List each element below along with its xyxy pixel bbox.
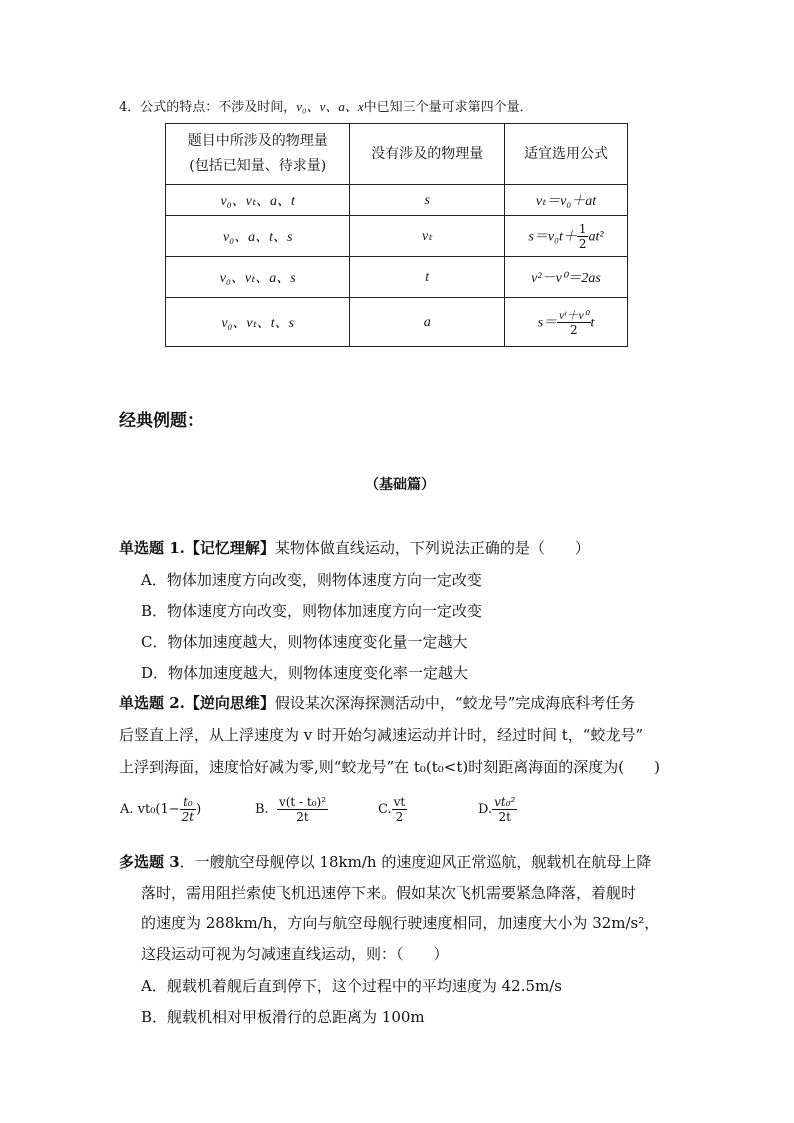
table-row: [166, 298, 628, 347]
question-3-line-2: 落时，需用阻拦索使飞机迅速停下来。假如某次飞机需要紧急降落，着舰时: [141, 884, 637, 902]
question-1-text: 某物体做直线运动，下列说法正确的是（ ）: [274, 539, 590, 557]
intro-vars: v₀、v、a、x: [296, 99, 364, 114]
question-2-label: 【逆向思维】: [184, 694, 275, 712]
question-3-line-3: 的速度为 288km/h，方向与航空母舰行驶速度相同，加速度大小为 32m/s²，: [141, 914, 660, 932]
table-row: [166, 216, 628, 257]
table-row: [166, 257, 628, 298]
question-1-option-b[interactable]: B．物体速度方向改变，则物体加速度方向一定改变: [141, 602, 483, 620]
cell-formula: s＝ $\frac{\text{vᵗ＋v⁰}}{2}$ t: [505, 298, 628, 347]
cell-missing: a: [350, 298, 505, 347]
subsection-title: （基础篇）: [365, 477, 435, 493]
cell-formula: v²－v⁰＝2as: [505, 257, 628, 298]
question-3-tag: 多选题 3: [119, 853, 180, 871]
question-3-option-b[interactable]: B．舰载机相对甲板滑行的总距离为 100m: [141, 1008, 425, 1026]
question-2-choice-a[interactable]: A. vt₀(1− $\frac{\text{t₀}}{2t}$ ): [120, 795, 202, 824]
question-1-label: 【记忆理解】: [184, 539, 275, 557]
question-3-line-4: 这段运动可视为匀减速直线运动，则：（ ）: [141, 945, 449, 963]
intro-prefix: 4．公式的特点：不涉及时间，: [119, 100, 297, 115]
question-2-line-2: 后竖直上浮，从上浮速度为 v 时开始匀减速运动并计时，经过时间 t，“蛟龙号”: [119, 726, 644, 744]
question-1-tag: 单选题 1.: [119, 539, 185, 557]
fraction: $\frac{\text{vᵗ＋v⁰}}{2}$: [559, 307, 589, 337]
cell-involved: v₀、vₜ、t、s: [166, 298, 350, 347]
cell-involved: v₀、vₜ、a、s: [166, 257, 350, 298]
header-involved: [166, 124, 350, 185]
question-2-tag: 单选题 2.: [119, 694, 185, 712]
fraction: $\frac{1}{2}$: [578, 221, 587, 251]
header-involved-line2: (包括已知量、待求量): [189, 158, 327, 174]
question-2-choice-c[interactable]: C. $\frac{vt}{2}$: [378, 795, 406, 824]
cell-formula: vₜ＝v₀＋at: [505, 185, 628, 216]
cell-missing: t: [350, 257, 505, 298]
cell-missing: s: [350, 185, 505, 216]
question-1-stem: [119, 538, 590, 558]
section-title: 经典例题：: [119, 411, 204, 431]
question-1-option-d[interactable]: D．物体加速度越大，则物体速度变化率一定越大: [141, 664, 469, 682]
question-3-option-a[interactable]: A．舰载机着舰后直到停下，这个过程中的平均速度为 42.5m/s: [141, 977, 562, 995]
header-missing: 没有涉及的物理量: [350, 124, 505, 185]
question-2-choice-b[interactable]: B. $\frac{\text{v(t - t₀)²}}{2t}$: [255, 795, 327, 824]
header-involved-line1: 题目中所涉及的物理量: [187, 133, 328, 149]
cell-involved: v₀、a、t、s: [166, 216, 350, 257]
table-row: [166, 185, 628, 216]
question-2-line-1: 单选题 2.【逆向思维】假设某次深海探测活动中，“蛟龙号”完成海底科考任务: [119, 694, 636, 712]
formula-feature-line: [119, 96, 533, 115]
cell-formula: s＝v₀t＋ $\frac{1}{2}$ at²: [505, 216, 628, 257]
header-formula: 适宜选用公式: [505, 124, 628, 185]
intro-suffix: 中已知三个量可求第四个量．: [363, 100, 533, 115]
table-header-row: [166, 124, 628, 185]
cell-involved: v₀、vₜ、a、t: [166, 185, 350, 216]
formula-table: [165, 123, 628, 347]
question-1-option-a[interactable]: A．物体加速度方向改变，则物体速度方向一定改变: [141, 571, 482, 589]
cell-missing: vₜ: [350, 216, 505, 257]
question-3-line-1: 多选题 3．一艘航空母舰停以 18km/h 的速度迎风正常巡航，舰载机在航母上降: [119, 853, 652, 871]
question-2-line-3: 上浮到海面，速度恰好减为零,则“蛟龙号”在 t₀(t₀<t)时刻距离海面的深度为( ): [119, 758, 660, 776]
question-1-option-c[interactable]: C．物体加速度越大，则物体速度变化量一定越大: [141, 633, 468, 651]
question-2-choice-d[interactable]: D. $\frac{\text{vt₀²}}{2t}$: [478, 795, 516, 824]
